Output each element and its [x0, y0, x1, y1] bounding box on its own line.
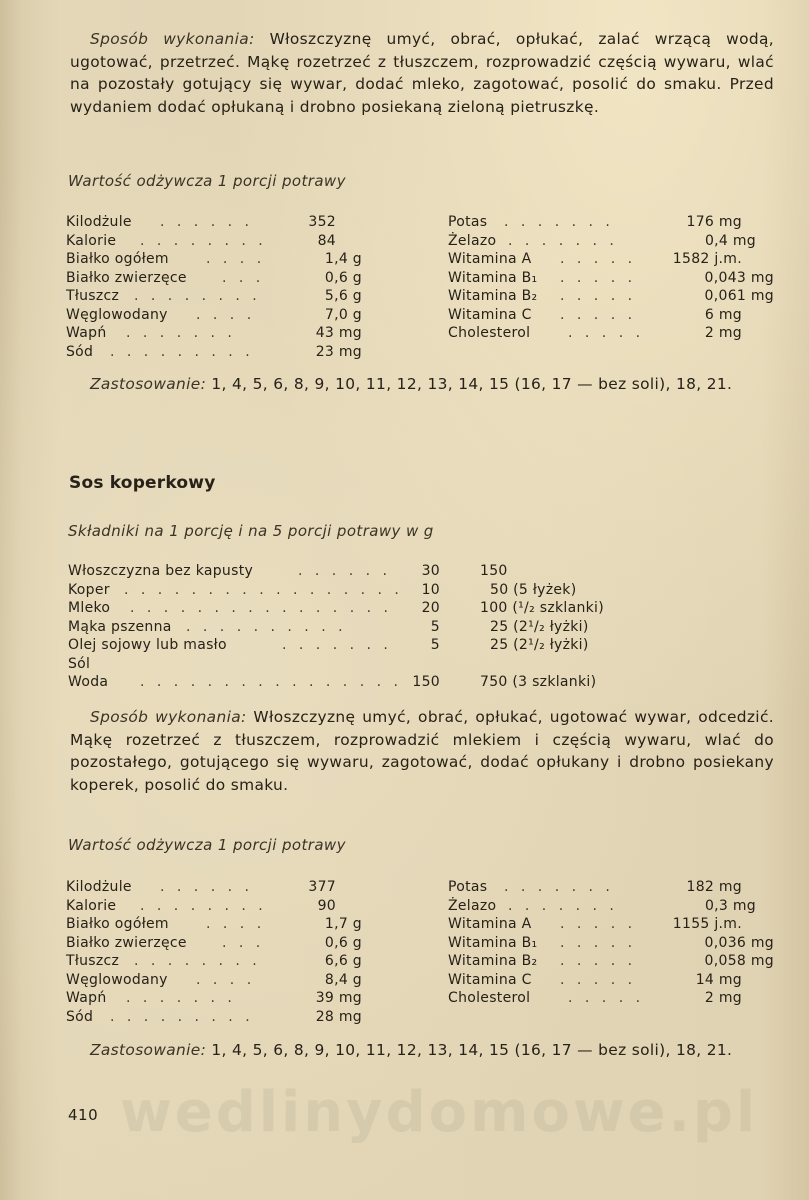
usage-lead-2: Zastosowanie: [90, 1041, 207, 1059]
method-lead-2: Sposób wykonania: [90, 708, 247, 726]
nutrition-heading-2: Wartość odżywcza 1 porcji potrawy [68, 836, 346, 854]
method-text-1: Włoszczyznę umyć, obrać, opłukać, zalać wrzącą wodą, ugotować, przetrzeć. Mąkę rozetrzeć z tłuszczem, rozprowadzić częścią wywaru, wlać na pozostały gotujący się wywar, dodać mleko, zagotować, posolić do smaku. Przed wydaniem dodać opłukaną i drobno posiekaną zieloną pietruszkę. [70, 30, 775, 116]
ingredients-table: Włoszczyzna bez kapusty . . . . . . 30 150 Koper . . . . . . . . . . . . . . . . . 10 50 (5 łyżek) Mleko . . . . . . . . . . . . . . . . 20 100 (¹/₂ szklanki) Mąka pszenna . . . . . . . . . . 5 25 (2¹/₂ łyżki) Olej sojowy lub masło . . . . . . . 5 25 (2¹/₂ łyżki) Sól Woda . . . . . . . . . . . . . . . . 150 750 (3 szklanki) [68, 563, 604, 690]
nutrition-left-table-1: Kilodżule . . . . . . 352 Kalorie . . . . . . . . 84 Białko ogółem . . . . 1,4 g Białko zwierzęce . . . 0,6 g Tłuszcz . . . . . . . . 5,6 g Węglowodany . . . . 7,0 g Wapń . . . . . . . 43 mg Sód . . . . . . . . . 23 mg [66, 214, 362, 360]
method-paragraph-2 [70, 706, 774, 796]
method-paragraph-1 [70, 28, 774, 118]
recipe-title: Sos koperkowy [69, 473, 216, 493]
nutrition-right-table-2: Potas . . . . . . . 182 mg Żelazo . . . . . . . 0,3 mg Witamina A . . . . . 1155 j.m. Witamina B₁ . . . . . 0,036 mg Witamina B₂ . . . . . 0,058 mg Witamina C . . . . . 14 mg Cholesterol . . . . . 2 mg [448, 879, 774, 1006]
method-lead-1: Sposób wykonania: [90, 30, 255, 48]
usage-paragraph-2 [70, 1039, 774, 1062]
method-text-2: Włoszczyznę umyć, obrać, opłukać, ugotować wywar, odcedzić. Mąkę rozetrzeć z tłuszczem, rozprowadzić mlekiem i częścią wywaru, wlać do pozostałego, gotującego się wywaru, zagotować, dodać opłukany i drobno posiekany koperek, posolić do smaku. [70, 708, 774, 794]
nutrition-left-table-2: Kilodżule . . . . . . 377 Kalorie . . . . . . . . 90 Białko ogółem . . . . 1,7 g Białko zwierzęce . . . 0,6 g Tłuszcz . . . . . . . . 6,6 g Węglowodany . . . . 8,4 g Wapń . . . . . . . 39 mg Sód . . . . . . . . . 28 mg [66, 879, 362, 1025]
nutrition-heading-1: Wartość odżywcza 1 porcji potrawy [68, 172, 346, 190]
usage-lead-1: Zastosowanie: [90, 375, 207, 393]
usage-paragraph-1 [70, 373, 774, 396]
usage-text-2: 1, 4, 5, 6, 8, 9, 10, 11, 12, 13, 14, 15 (16, 17 — bez soli), 18, 21. [211, 1041, 733, 1059]
ingredients-heading: Składniki na 1 porcję i na 5 porcji potrawy w g [68, 522, 434, 540]
usage-text-1: 1, 4, 5, 6, 8, 9, 10, 11, 12, 13, 14, 15 (16, 17 — bez soli), 18, 21. [211, 375, 733, 393]
page-number: 410 [68, 1106, 99, 1124]
nutrition-right-table-1: Potas . . . . . . . 176 mg Żelazo . . . . . . . 0,4 mg Witamina A . . . . . 1582 j.m. Witamina B₁ . . . . . 0,043 mg Witamina B₂ . . . . . 0,061 mg Witamina C . . . . . 6 mg Cholesterol . . . . . 2 mg [448, 214, 774, 341]
watermark: wedlinydomowe.pl [120, 1080, 759, 1145]
